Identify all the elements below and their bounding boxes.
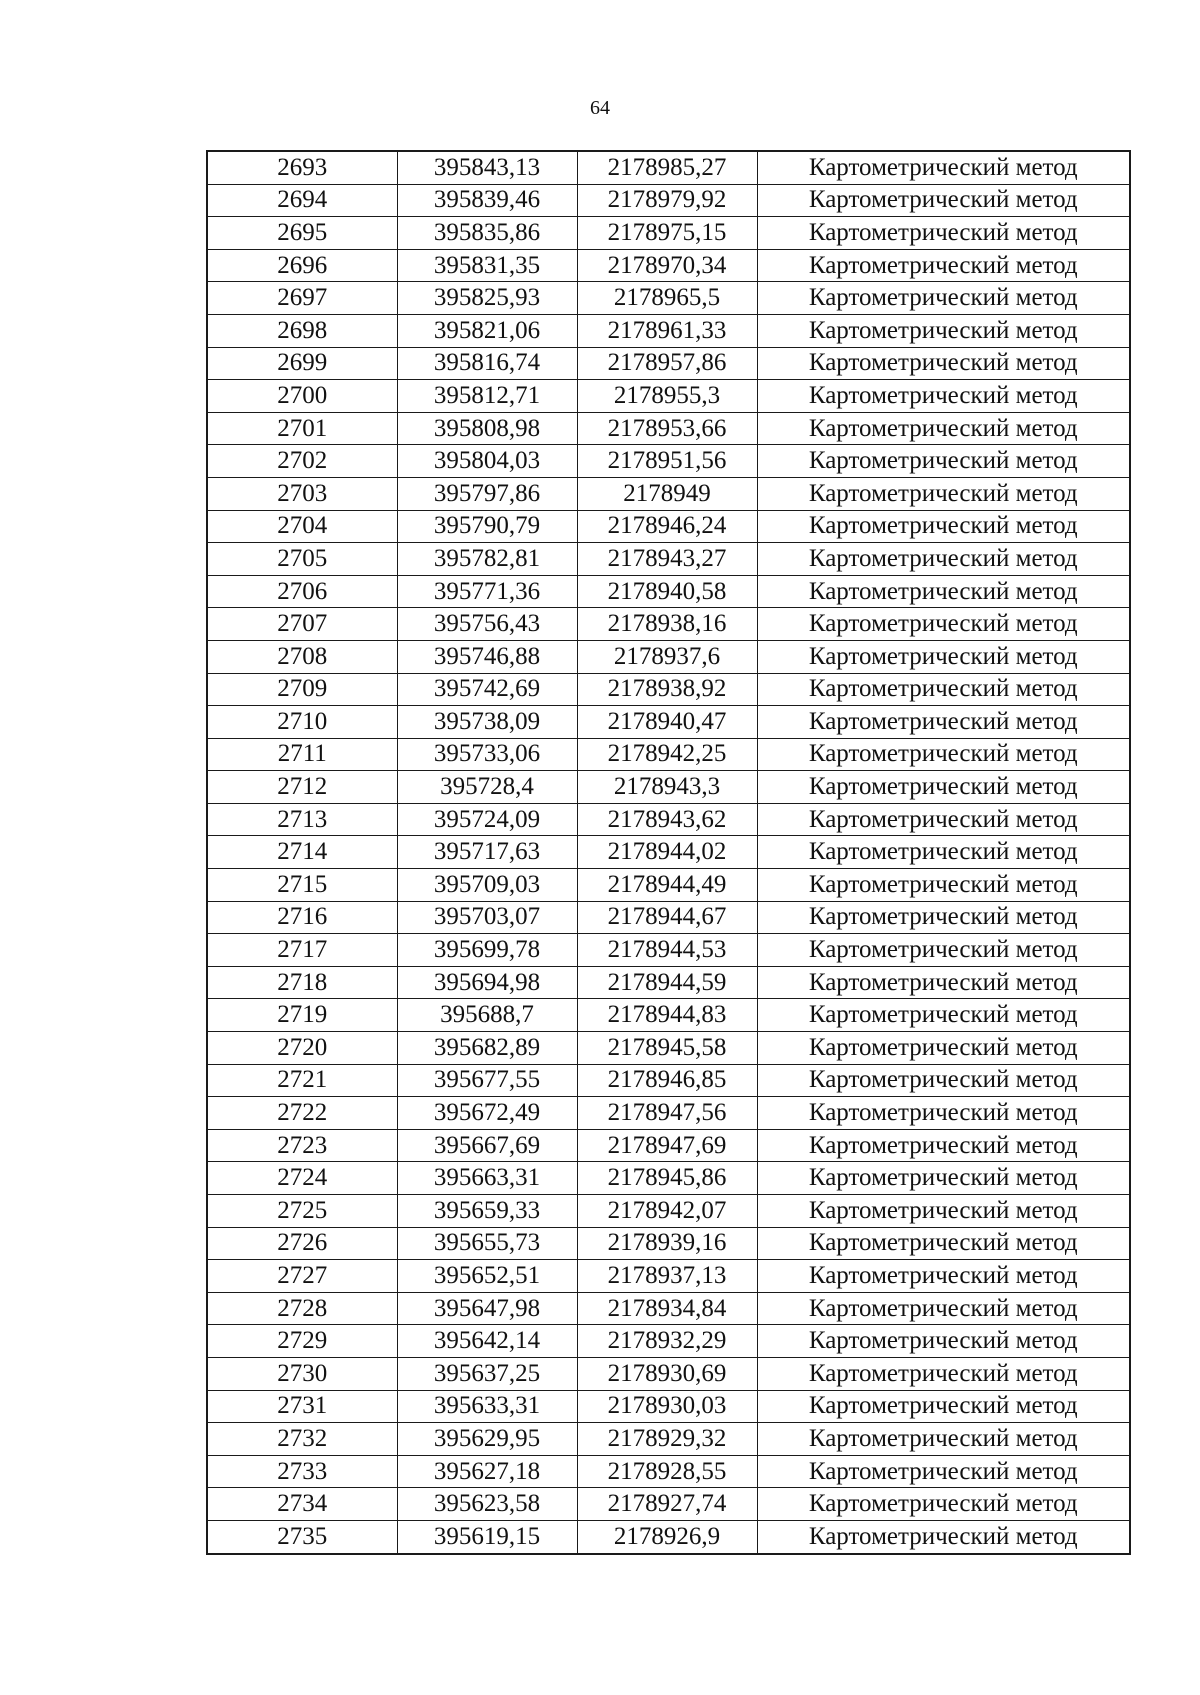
method-cell: Картометрический метод xyxy=(757,1129,1130,1162)
table-row xyxy=(207,347,1130,380)
point-number-cell: 2718 xyxy=(207,966,397,999)
table-row xyxy=(207,771,1130,804)
y-coordinate-cell: 2178937,6 xyxy=(577,640,757,673)
method-cell: Картометрический метод xyxy=(757,608,1130,641)
x-coordinate-cell: 395843,13 xyxy=(397,151,577,184)
method-cell: Картометрический метод xyxy=(757,510,1130,543)
y-coordinate-cell: 2178975,15 xyxy=(577,217,757,250)
method-cell: Картометрический метод xyxy=(757,151,1130,184)
method-cell: Картометрический метод xyxy=(757,314,1130,347)
y-coordinate-cell: 2178939,16 xyxy=(577,1227,757,1260)
y-coordinate-cell: 2178929,32 xyxy=(577,1423,757,1456)
x-coordinate-cell: 395812,71 xyxy=(397,380,577,413)
table-row xyxy=(207,1097,1130,1130)
method-cell: Картометрический метод xyxy=(757,934,1130,967)
table-row xyxy=(207,575,1130,608)
x-coordinate-cell: 395627,18 xyxy=(397,1455,577,1488)
point-number-cell: 2726 xyxy=(207,1227,397,1260)
y-coordinate-cell: 2178943,62 xyxy=(577,803,757,836)
method-cell: Картометрический метод xyxy=(757,966,1130,999)
point-number-cell: 2714 xyxy=(207,836,397,869)
table-row xyxy=(207,608,1130,641)
y-coordinate-cell: 2178938,16 xyxy=(577,608,757,641)
coordinates-table-body xyxy=(207,151,1130,1554)
table-row xyxy=(207,477,1130,510)
point-number-cell: 2727 xyxy=(207,1260,397,1293)
method-cell: Картометрический метод xyxy=(757,1195,1130,1228)
point-number-cell: 2697 xyxy=(207,282,397,315)
x-coordinate-cell: 395724,09 xyxy=(397,803,577,836)
y-coordinate-cell: 2178932,29 xyxy=(577,1325,757,1358)
method-cell: Картометрический метод xyxy=(757,673,1130,706)
x-coordinate-cell: 395659,33 xyxy=(397,1195,577,1228)
x-coordinate-cell: 395633,31 xyxy=(397,1390,577,1423)
y-coordinate-cell: 2178942,07 xyxy=(577,1195,757,1228)
method-cell: Картометрический метод xyxy=(757,1064,1130,1097)
point-number-cell: 2732 xyxy=(207,1423,397,1456)
point-number-cell: 2706 xyxy=(207,575,397,608)
point-number-cell: 2724 xyxy=(207,1162,397,1195)
method-cell: Картометрический метод xyxy=(757,477,1130,510)
x-coordinate-cell: 395694,98 xyxy=(397,966,577,999)
x-coordinate-cell: 395808,98 xyxy=(397,412,577,445)
x-coordinate-cell: 395771,36 xyxy=(397,575,577,608)
point-number-cell: 2729 xyxy=(207,1325,397,1358)
method-cell: Картометрический метод xyxy=(757,836,1130,869)
method-cell: Картометрический метод xyxy=(757,575,1130,608)
y-coordinate-cell: 2178949 xyxy=(577,477,757,510)
point-number-cell: 2713 xyxy=(207,803,397,836)
y-coordinate-cell: 2178938,92 xyxy=(577,673,757,706)
method-cell: Картометрический метод xyxy=(757,771,1130,804)
y-coordinate-cell: 2178937,13 xyxy=(577,1260,757,1293)
point-number-cell: 2702 xyxy=(207,445,397,478)
method-cell: Картометрический метод xyxy=(757,706,1130,739)
table-row xyxy=(207,510,1130,543)
y-coordinate-cell: 2178940,47 xyxy=(577,706,757,739)
point-number-cell: 2730 xyxy=(207,1357,397,1390)
x-coordinate-cell: 395742,69 xyxy=(397,673,577,706)
method-cell: Картометрический метод xyxy=(757,380,1130,413)
y-coordinate-cell: 2178970,34 xyxy=(577,249,757,282)
y-coordinate-cell: 2178957,86 xyxy=(577,347,757,380)
method-cell: Картометрический метод xyxy=(757,901,1130,934)
table-row xyxy=(207,1260,1130,1293)
table-row xyxy=(207,738,1130,771)
y-coordinate-cell: 2178927,74 xyxy=(577,1488,757,1521)
x-coordinate-cell: 395709,03 xyxy=(397,869,577,902)
method-cell: Картометрический метод xyxy=(757,445,1130,478)
method-cell: Картометрический метод xyxy=(757,1520,1130,1553)
table-row xyxy=(207,1292,1130,1325)
table-row xyxy=(207,1325,1130,1358)
method-cell: Картометрический метод xyxy=(757,282,1130,315)
x-coordinate-cell: 395839,46 xyxy=(397,184,577,217)
y-coordinate-cell: 2178926,9 xyxy=(577,1520,757,1553)
table-row xyxy=(207,282,1130,315)
method-cell: Картометрический метод xyxy=(757,1488,1130,1521)
x-coordinate-cell: 395825,93 xyxy=(397,282,577,315)
x-coordinate-cell: 395782,81 xyxy=(397,543,577,576)
x-coordinate-cell: 395677,55 xyxy=(397,1064,577,1097)
y-coordinate-cell: 2178940,58 xyxy=(577,575,757,608)
page-number: 64 xyxy=(590,97,610,119)
table-row xyxy=(207,380,1130,413)
x-coordinate-cell: 395746,88 xyxy=(397,640,577,673)
table-row xyxy=(207,1357,1130,1390)
coordinates-table xyxy=(206,150,1131,1555)
x-coordinate-cell: 395756,43 xyxy=(397,608,577,641)
table-row xyxy=(207,999,1130,1032)
point-number-cell: 2717 xyxy=(207,934,397,967)
x-coordinate-cell: 395790,79 xyxy=(397,510,577,543)
x-coordinate-cell: 395699,78 xyxy=(397,934,577,967)
point-number-cell: 2715 xyxy=(207,869,397,902)
point-number-cell: 2720 xyxy=(207,1032,397,1065)
method-cell: Картометрический метод xyxy=(757,1325,1130,1358)
table-row xyxy=(207,836,1130,869)
x-coordinate-cell: 395831,35 xyxy=(397,249,577,282)
table-row xyxy=(207,184,1130,217)
y-coordinate-cell: 2178943,3 xyxy=(577,771,757,804)
method-cell: Картометрический метод xyxy=(757,217,1130,250)
y-coordinate-cell: 2178961,33 xyxy=(577,314,757,347)
method-cell: Картометрический метод xyxy=(757,412,1130,445)
point-number-cell: 2704 xyxy=(207,510,397,543)
y-coordinate-cell: 2178953,66 xyxy=(577,412,757,445)
y-coordinate-cell: 2178934,84 xyxy=(577,1292,757,1325)
table-row xyxy=(207,1032,1130,1065)
y-coordinate-cell: 2178951,56 xyxy=(577,445,757,478)
table-row xyxy=(207,543,1130,576)
table-row xyxy=(207,1488,1130,1521)
method-cell: Картометрический метод xyxy=(757,1357,1130,1390)
method-cell: Картометрический метод xyxy=(757,803,1130,836)
table-row xyxy=(207,869,1130,902)
point-number-cell: 2722 xyxy=(207,1097,397,1130)
method-cell: Картометрический метод xyxy=(757,249,1130,282)
x-coordinate-cell: 395733,06 xyxy=(397,738,577,771)
y-coordinate-cell: 2178942,25 xyxy=(577,738,757,771)
point-number-cell: 2694 xyxy=(207,184,397,217)
x-coordinate-cell: 395619,15 xyxy=(397,1520,577,1553)
x-coordinate-cell: 395667,69 xyxy=(397,1129,577,1162)
x-coordinate-cell: 395717,63 xyxy=(397,836,577,869)
table-row xyxy=(207,803,1130,836)
y-coordinate-cell: 2178947,56 xyxy=(577,1097,757,1130)
y-coordinate-cell: 2178947,69 xyxy=(577,1129,757,1162)
point-number-cell: 2710 xyxy=(207,706,397,739)
point-number-cell: 2707 xyxy=(207,608,397,641)
y-coordinate-cell: 2178944,59 xyxy=(577,966,757,999)
point-number-cell: 2698 xyxy=(207,314,397,347)
table-row xyxy=(207,1227,1130,1260)
method-cell: Картометрический метод xyxy=(757,1032,1130,1065)
point-number-cell: 2705 xyxy=(207,543,397,576)
x-coordinate-cell: 395738,09 xyxy=(397,706,577,739)
x-coordinate-cell: 395821,06 xyxy=(397,314,577,347)
y-coordinate-cell: 2178945,86 xyxy=(577,1162,757,1195)
method-cell: Картометрический метод xyxy=(757,640,1130,673)
x-coordinate-cell: 395682,89 xyxy=(397,1032,577,1065)
y-coordinate-cell: 2178928,55 xyxy=(577,1455,757,1488)
x-coordinate-cell: 395642,14 xyxy=(397,1325,577,1358)
y-coordinate-cell: 2178955,3 xyxy=(577,380,757,413)
point-number-cell: 2725 xyxy=(207,1195,397,1228)
table-row xyxy=(207,934,1130,967)
point-number-cell: 2712 xyxy=(207,771,397,804)
x-coordinate-cell: 395637,25 xyxy=(397,1357,577,1390)
table-row xyxy=(207,314,1130,347)
y-coordinate-cell: 2178944,49 xyxy=(577,869,757,902)
x-coordinate-cell: 395623,58 xyxy=(397,1488,577,1521)
point-number-cell: 2723 xyxy=(207,1129,397,1162)
table-row xyxy=(207,445,1130,478)
x-coordinate-cell: 395797,86 xyxy=(397,477,577,510)
x-coordinate-cell: 395655,73 xyxy=(397,1227,577,1260)
point-number-cell: 2696 xyxy=(207,249,397,282)
point-number-cell: 2700 xyxy=(207,380,397,413)
method-cell: Картометрический метод xyxy=(757,738,1130,771)
table-row xyxy=(207,1520,1130,1553)
x-coordinate-cell: 395835,86 xyxy=(397,217,577,250)
method-cell: Картометрический метод xyxy=(757,1292,1130,1325)
y-coordinate-cell: 2178944,83 xyxy=(577,999,757,1032)
x-coordinate-cell: 395688,7 xyxy=(397,999,577,1032)
table-row xyxy=(207,901,1130,934)
table-row xyxy=(207,1162,1130,1195)
table-row xyxy=(207,217,1130,250)
point-number-cell: 2695 xyxy=(207,217,397,250)
table-row xyxy=(207,1129,1130,1162)
x-coordinate-cell: 395816,74 xyxy=(397,347,577,380)
method-cell: Картометрический метод xyxy=(757,543,1130,576)
method-cell: Картометрический метод xyxy=(757,999,1130,1032)
table-row xyxy=(207,151,1130,184)
y-coordinate-cell: 2178965,5 xyxy=(577,282,757,315)
y-coordinate-cell: 2178945,58 xyxy=(577,1032,757,1065)
x-coordinate-cell: 395647,98 xyxy=(397,1292,577,1325)
y-coordinate-cell: 2178979,92 xyxy=(577,184,757,217)
table-row xyxy=(207,1390,1130,1423)
y-coordinate-cell: 2178930,69 xyxy=(577,1357,757,1390)
point-number-cell: 2731 xyxy=(207,1390,397,1423)
y-coordinate-cell: 2178946,85 xyxy=(577,1064,757,1097)
point-number-cell: 2733 xyxy=(207,1455,397,1488)
point-number-cell: 2721 xyxy=(207,1064,397,1097)
point-number-cell: 2701 xyxy=(207,412,397,445)
y-coordinate-cell: 2178944,02 xyxy=(577,836,757,869)
y-coordinate-cell: 2178930,03 xyxy=(577,1390,757,1423)
table-row xyxy=(207,673,1130,706)
table-row xyxy=(207,1455,1130,1488)
method-cell: Картометрический метод xyxy=(757,1162,1130,1195)
method-cell: Картометрический метод xyxy=(757,869,1130,902)
point-number-cell: 2709 xyxy=(207,673,397,706)
y-coordinate-cell: 2178944,53 xyxy=(577,934,757,967)
table-row xyxy=(207,1064,1130,1097)
point-number-cell: 2734 xyxy=(207,1488,397,1521)
point-number-cell: 2711 xyxy=(207,738,397,771)
method-cell: Картометрический метод xyxy=(757,1227,1130,1260)
method-cell: Картометрический метод xyxy=(757,1455,1130,1488)
method-cell: Картометрический метод xyxy=(757,347,1130,380)
table-row xyxy=(207,249,1130,282)
method-cell: Картометрический метод xyxy=(757,184,1130,217)
point-number-cell: 2719 xyxy=(207,999,397,1032)
method-cell: Картометрический метод xyxy=(757,1390,1130,1423)
point-number-cell: 2735 xyxy=(207,1520,397,1553)
table-row xyxy=(207,1195,1130,1228)
point-number-cell: 2728 xyxy=(207,1292,397,1325)
method-cell: Картометрический метод xyxy=(757,1097,1130,1130)
method-cell: Картометрический метод xyxy=(757,1260,1130,1293)
x-coordinate-cell: 395672,49 xyxy=(397,1097,577,1130)
point-number-cell: 2716 xyxy=(207,901,397,934)
method-cell: Картометрический метод xyxy=(757,1423,1130,1456)
point-number-cell: 2693 xyxy=(207,151,397,184)
y-coordinate-cell: 2178985,27 xyxy=(577,151,757,184)
x-coordinate-cell: 395728,4 xyxy=(397,771,577,804)
point-number-cell: 2699 xyxy=(207,347,397,380)
point-number-cell: 2708 xyxy=(207,640,397,673)
x-coordinate-cell: 395703,07 xyxy=(397,901,577,934)
y-coordinate-cell: 2178946,24 xyxy=(577,510,757,543)
x-coordinate-cell: 395629,95 xyxy=(397,1423,577,1456)
y-coordinate-cell: 2178943,27 xyxy=(577,543,757,576)
table-row xyxy=(207,1423,1130,1456)
x-coordinate-cell: 395804,03 xyxy=(397,445,577,478)
table-row xyxy=(207,412,1130,445)
point-number-cell: 2703 xyxy=(207,477,397,510)
x-coordinate-cell: 395663,31 xyxy=(397,1162,577,1195)
table-row xyxy=(207,966,1130,999)
y-coordinate-cell: 2178944,67 xyxy=(577,901,757,934)
table-row xyxy=(207,640,1130,673)
x-coordinate-cell: 395652,51 xyxy=(397,1260,577,1293)
table-row xyxy=(207,706,1130,739)
